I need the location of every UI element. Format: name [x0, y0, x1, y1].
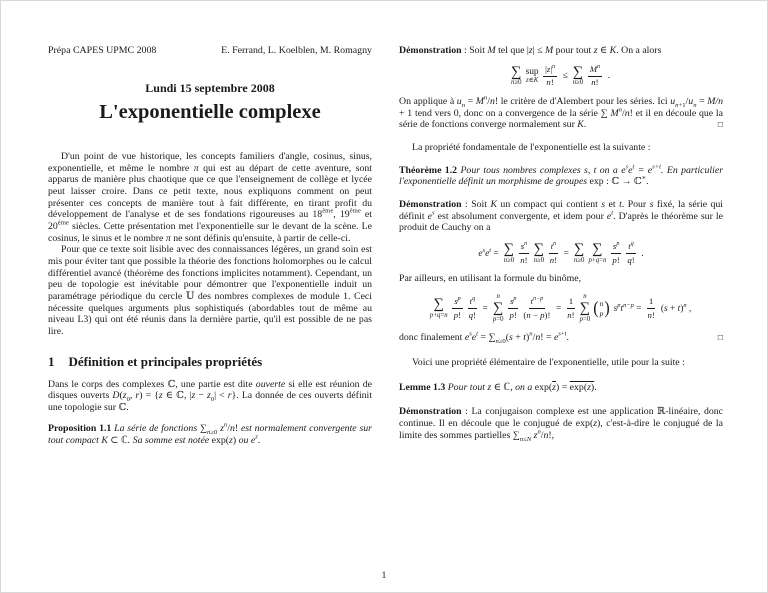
math-token-frac: $s^p$ p!: [453, 295, 462, 320]
left-column: [48, 45, 372, 447]
math-token-txt: =: [555, 303, 562, 314]
math-token-sum: ∑ n≥0: [573, 241, 585, 264]
header-course: Prépa CAPES UPMC 2008: [48, 45, 157, 56]
math-token-frac: $s^p$ p!: [612, 240, 620, 265]
math-token-txt: .: [641, 248, 644, 259]
title-date: Lundi 15 septembre 2008: [145, 81, 275, 95]
math-token-frac: $\frac{1}{n!}$: [647, 295, 655, 320]
theorem-1-2: Théorème 1.2 Pour tous nombres complexes s, t on a $e^se^t = e^{s+t}$. En particulier l'exponentielle définit un morphisme de groupes exp : ℂ → ℂ∗.: [399, 163, 724, 188]
math-token-sum: ∑ n≥0: [503, 241, 515, 264]
math-token-txt: ≤: [562, 71, 568, 82]
demonstration-1-intro: Démonstration : Soit M tel que |z| ≤ M pour tout z ∈ K. On a alors: [399, 45, 662, 56]
demonstration-3: Démonstration : La conjugaison complexe est une application ℝ-linéaire, donc continue. Il en découle que le conjugué de exp(z), c'est-à-dire le conjugué de la limite des sommes partielles $\sum_{n\le N}$ $z^n/n$!,: [399, 406, 723, 443]
document-header: [48, 45, 372, 56]
math-token-frac: $\frac{t^n}{n!}$: [549, 240, 558, 265]
math-token-sum: n ∑ p=0: [579, 292, 591, 323]
math-token-sum: ∑ p+q=n: [429, 296, 448, 319]
math-token-sum: ∑ p+q=n: [588, 241, 607, 264]
equation-2: [399, 242, 723, 265]
math-token-frac: $\frac{t^q}{q!}$: [468, 295, 476, 320]
section-title: Définition et principales propriétés: [68, 353, 263, 369]
math-token-sum: ∑ n≥0: [572, 63, 584, 87]
math-token-binom: ( n p ): [593, 298, 610, 318]
page-number: 1: [381, 570, 387, 581]
equation-1: [399, 65, 723, 88]
proposition-1-1: Proposition 1.1 La série de fonctions $\sum_{n\ge 0}$ $z^n/n$! est normalement convergente sur tout compact K ⊂ ℂ. Sa somme est notée exp(z) ou $e^z$.: [48, 422, 372, 447]
section-1-heading: [48, 354, 372, 370]
paragraph-voici: Voici une propriété élémentaire de l'exponentielle, utile pour la suite :: [412, 357, 685, 369]
math-token-frac: $s^p$ p!: [509, 295, 517, 320]
math-token-sum: ∑ n≥0: [511, 63, 522, 87]
math-token-frac: $s^n$ n!: [520, 240, 528, 265]
paragraph-fundamental-property: La propriété fondamentale de l'exponentielle est la suivante :: [412, 141, 651, 153]
paragraph-binome: Par ailleurs, en utilisant la formule du binôme,: [399, 273, 582, 285]
equation-3: [399, 293, 723, 324]
intro-paragraph-2: Pour que ce texte soit lisible avec des connaissances légères, un grand soin est mis pour éviter tant que possible la théorie des fonctions holomorphes ou le calcul différentiel avancé (théorème des fonctions implicites notamment). Cependant, un peu de topologie est inévitable pour démontrer que l'exponentielle induit un paramétrage périodique du cercle 𝕌 des nombres complexes de module 1. Ceci nécessite quelques arguments plus sophistiqués (abordables tout de même au niveau L3) qui ont été réunis dans la dernière partie, qu'il est possible de ne pas lire.: [48, 244, 372, 337]
math-token-txt: $s^pt^{n-p}$ =: [613, 301, 642, 314]
math-token-frac: $\frac{1}{n!}$: [567, 295, 575, 320]
section-number: 1: [48, 353, 55, 369]
math-token-txt: $(s + t)^n$ ,: [660, 301, 692, 314]
math-token-frac: $t^q$ q!: [627, 240, 635, 265]
demonstration-2-intro: Démonstration : Soit K un compact qui contient s et t. Pour s fixé, la série qui définit $e^s$ est absolument convergente, et idem pour $e^t$. D'après le théorème sur le produit de Cauchy on a: [399, 198, 724, 234]
demonstration-1-body: On applique à $u_n = M^n/n$! le critère de d'Alembert pour les séries. Ici $u_{n+1}/u_n = M/n + 1$ tend vers 0, donc on a convergence de la série ∑ $M^n/n$! et il en découle que la série de fonctions converge normalement sur K. □: [399, 94, 723, 131]
right-column: [399, 45, 723, 447]
math-token-sum: ∑ n≥0: [533, 241, 545, 264]
math-token-txt: =: [563, 248, 569, 259]
math-token-frac: $\frac{|z|^n}{n!}$: [545, 63, 556, 88]
section1-paragraph: Dans le corps des complexes ℂ, une partie est dite ouverte si elle est réunion de disques ouverts $D(z_0$, r) = {z ∈ ℂ, $|z - z_0| < r$}. La donnée de ces ouverts définit une topologie sur ℂ.: [48, 378, 373, 413]
two-column-layout: [48, 45, 724, 447]
intro-paragraph-1: D'un point de vue historique, les concepts familiers d'angle, cosinus, sinus, exponentielle, et même le nombre π qui est au départ de cette aventure, sont apparus de manière plus chaotique que ce que l'enseignement de collège et lycée peut laisser croire. Dans ce petit texte, nous expliquons comment on peut présenter ces concepts de manière tout à fait différente, en tirant profit du développement de l'analyse et de ses fondations rigoureuses au 18ème, 19ème et 20ème siècles. Cette présentation met l'exponentielle sur le devant de la scène. Le cosinus, le sinus et le nombre π ne sont définis qu'ensuite, à partir de celle-ci.: [48, 151, 373, 244]
document-title: L'exponentielle complexe: [99, 101, 321, 123]
math-token-op: sup z∈K: [525, 66, 539, 85]
math-token-sum: n ∑ p=0: [492, 292, 504, 323]
math-token-txt: $e^se^t$ =: [478, 246, 499, 259]
math-token-frac: $\frac{t^{n-p}}{(n - p)!}$: [523, 295, 551, 320]
demonstration-2-end: donc finalement $e^se^t = \sum_{n\ge 0}(s + t)^n/n$! = $e^{s+t}$. □: [399, 331, 723, 346]
math-token-txt: .: [607, 71, 610, 82]
lemma-1-3: Lemme 1.3 Pour tout z ∈ ℂ, on a $\exp(\overline{z}) = \exp(z)$.: [399, 381, 597, 393]
math-token-txt: =: [482, 303, 488, 314]
header-authors: E. Ferrand, L. Koelblen, M. Romagny: [221, 45, 372, 56]
math-token-frac: $M^n$ n!: [589, 63, 601, 88]
